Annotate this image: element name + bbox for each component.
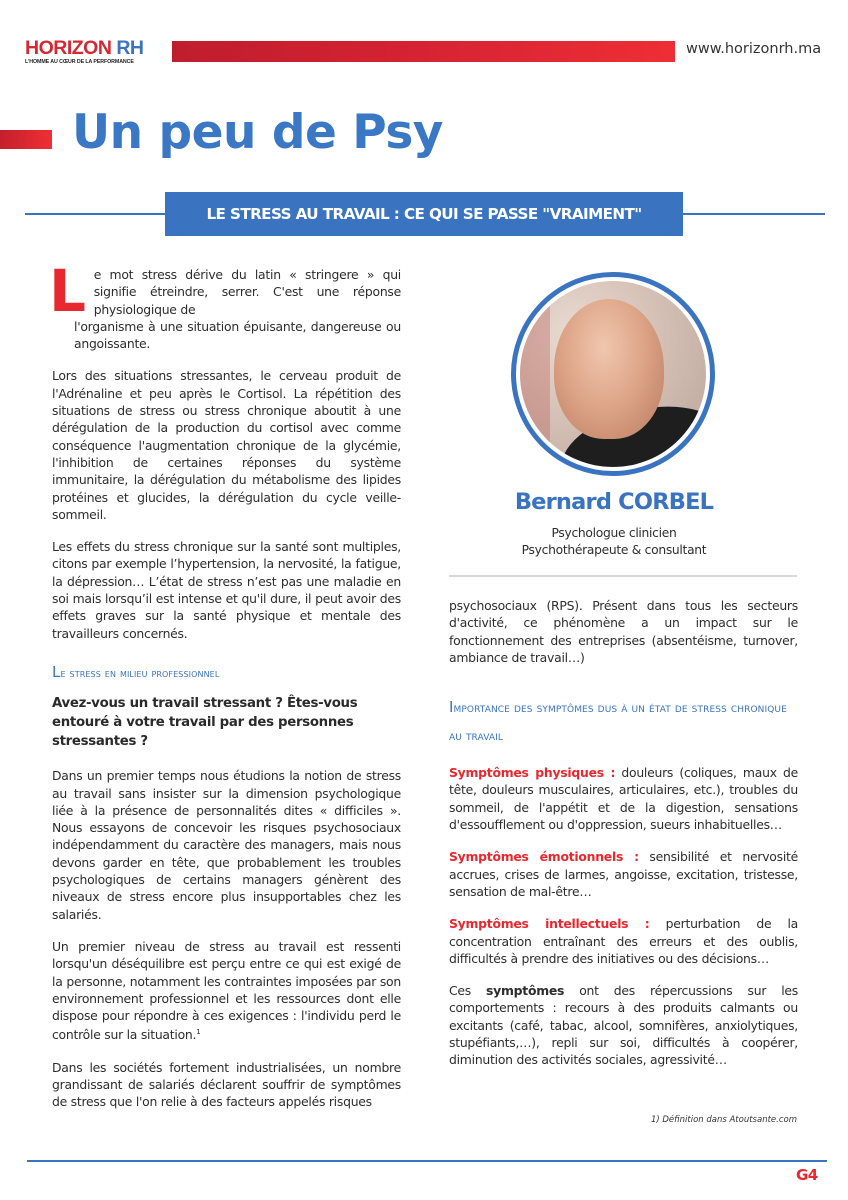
author-divider [449,575,797,577]
portrait-background [520,281,550,467]
right-column [449,597,798,1084]
author-name: Bernard CORBEL [514,489,714,515]
symptom-text: douleurs (coliques, maux de tête, douleurs musculaires, articulaires, etc.), troubles du sommeil, de l'appétit et de la digestion, sensations d'essoufflement ou d'oppression, sueurs inhabituelles… [449,765,798,833]
closing-text-pre: Ces [449,983,487,999]
section-heading-symptoms [449,694,798,750]
section-heading-professional [52,664,401,682]
closing-text-bold: symptômes [486,983,565,999]
author-role-1: Psychologue clinicien [551,526,677,540]
horizon-rh-logo [25,38,160,65]
symptom-text: perturbation de la concentration entraînant des erreurs et des oublis, difficultés à prendre des initiatives ou des décisions… [449,916,798,966]
logo-tagline: L'HOMME AU CŒUR DE LA PERFORMANCE [25,59,134,65]
intro-text-2: l'organisme à une situation épuisante, dangereuse ou angoissante. [74,318,401,352]
paragraph-behaviour [449,982,798,1068]
section-heading-rest: mportance des symptômes dus à un état de stress chronique au travail [449,701,787,744]
question-heading: Avez-vous un travail stressant ? Êtes-vous entouré à votre travail par des personnes stressantes ? [52,696,358,750]
closing-text-post: ont des répercussions sur les comportements : recours à des produits calmants ou excitants (café, tabac, alcool, somnifères, anxiolytiques, stupéfiants,…), repli sur soi, difficultés à coopérer, diminution des activités sociales, agressivité… [449,983,798,1068]
left-column [49,257,401,1126]
logo-rh-text: RH [116,37,144,59]
footer-rule [27,1160,827,1162]
page-number: G4 [796,1166,818,1184]
paragraph-first-level [52,938,401,1044]
symptom-label: Symptômes intellectuels : [449,916,650,932]
author-portrait-icon [520,281,706,467]
symptom-physical [449,764,798,833]
symptom-text: sensibilité et nervosité accrues, crises de larmes, angoisse, excitation, tristesse, sensation de mal-être… [449,849,798,899]
drop-cap: L [49,257,86,325]
paragraph-study: Dans un premier temps nous étudions la notion de stress au travail sans insister sur la dimension psychologique liée à la présence de personnalités dites « difficiles ». Nous essayons de concevoir les risques psychosociaux indépendamment du caractère des managers, mais nous devons garder en tête, que probablement les troubles psychologiques de certains managers génèrent des niveaux de stress encore plus insupportables chez les salariés. [52,768,401,922]
section-heading-initial: I [449,698,454,717]
logo-horizon-text: HORIZON [25,37,112,59]
title-red-accent [0,130,52,149]
article-banner: LE STRESS AU TRAVAIL : CE QUI SE PASSE "VRAIMENT" [165,192,683,236]
paragraph-industrialized: Dans les sociétés fortement industrialisées, un nombre grandissant de salariés déclarent souffrir de symptômes de stress que l'on relie à des facteurs appelés risques [52,1059,401,1110]
symptom-label: Symptômes physiques : [449,765,616,781]
symptom-label: Symptômes émotionnels : [449,849,639,865]
website-url: www.horizonrh.ma [686,41,822,57]
paragraph-rps: psychosociaux (RPS). Présent dans tous les secteurs d'activité, ce phénomène a un impact sur le fonctionnement des entreprises (absentéisme, turnover, ambiance de travail…) [449,598,798,665]
portrait-face [554,299,664,439]
author-photo-frame [511,272,715,476]
header-red-bar [172,41,675,62]
paragraph-cortisol: Lors des situations stressantes, le cerveau produit de l'Adrénaline et peu après le Cortisol. La répétition des situations de stress ou stress chronique aboutit à une dérégulation de la production du cortisol avec comme conséquence l'augmentation chronique de la glycémie, l'inhibition de certaines réponses du système immunitaire, la dérégulation du métabolisme des lipides protéines et glucides, la dérégulation du cycle veille-sommeil. [52,368,401,522]
paragraph-effects: Les effets du stress chronique sur la santé sont multiples, citons par exemple l’hypertension, la nervosité, la fatigue, la dépression… L’état de stress n’est pas une maladie en soi mais lorsqu’il est intense et qu'il dure, il peut avoir des effets graves sur la santé physique et mentale des travailleurs concernés. [52,539,401,641]
section-heading-initial: L [52,662,61,681]
intro-text-1: e mot stress dérive du latin « stringere » qui signifie étreindre, serrer. C'est une réponse physiologique de [93,267,401,317]
symptom-intellectual [449,915,798,967]
logo-wordmark [25,38,160,58]
paragraph-first-level-text: Un premier niveau de stress au travail est ressenti lorsqu'un déséquilibre est perçu entre ce qui est exigé de la personne, notamment les contraintes imposées par son environnement professionnel et les ressources dont elle dispose pour répondre à ces exigences : l'individu perd le contrôle sur la situation. [52,938,401,1043]
intro-paragraph [49,257,401,352]
section-heading-rest: e stress en milieu professionnel [60,665,220,680]
footnote: 1) Définition dans Atoutsante.com [650,1115,797,1125]
author-role-2: Psychothérapeute & consultant [521,543,707,557]
symptom-emotional [449,848,798,900]
page-title: Un peu de Psy [72,105,443,160]
footnote-ref[interactable]: 1 [196,1028,201,1037]
